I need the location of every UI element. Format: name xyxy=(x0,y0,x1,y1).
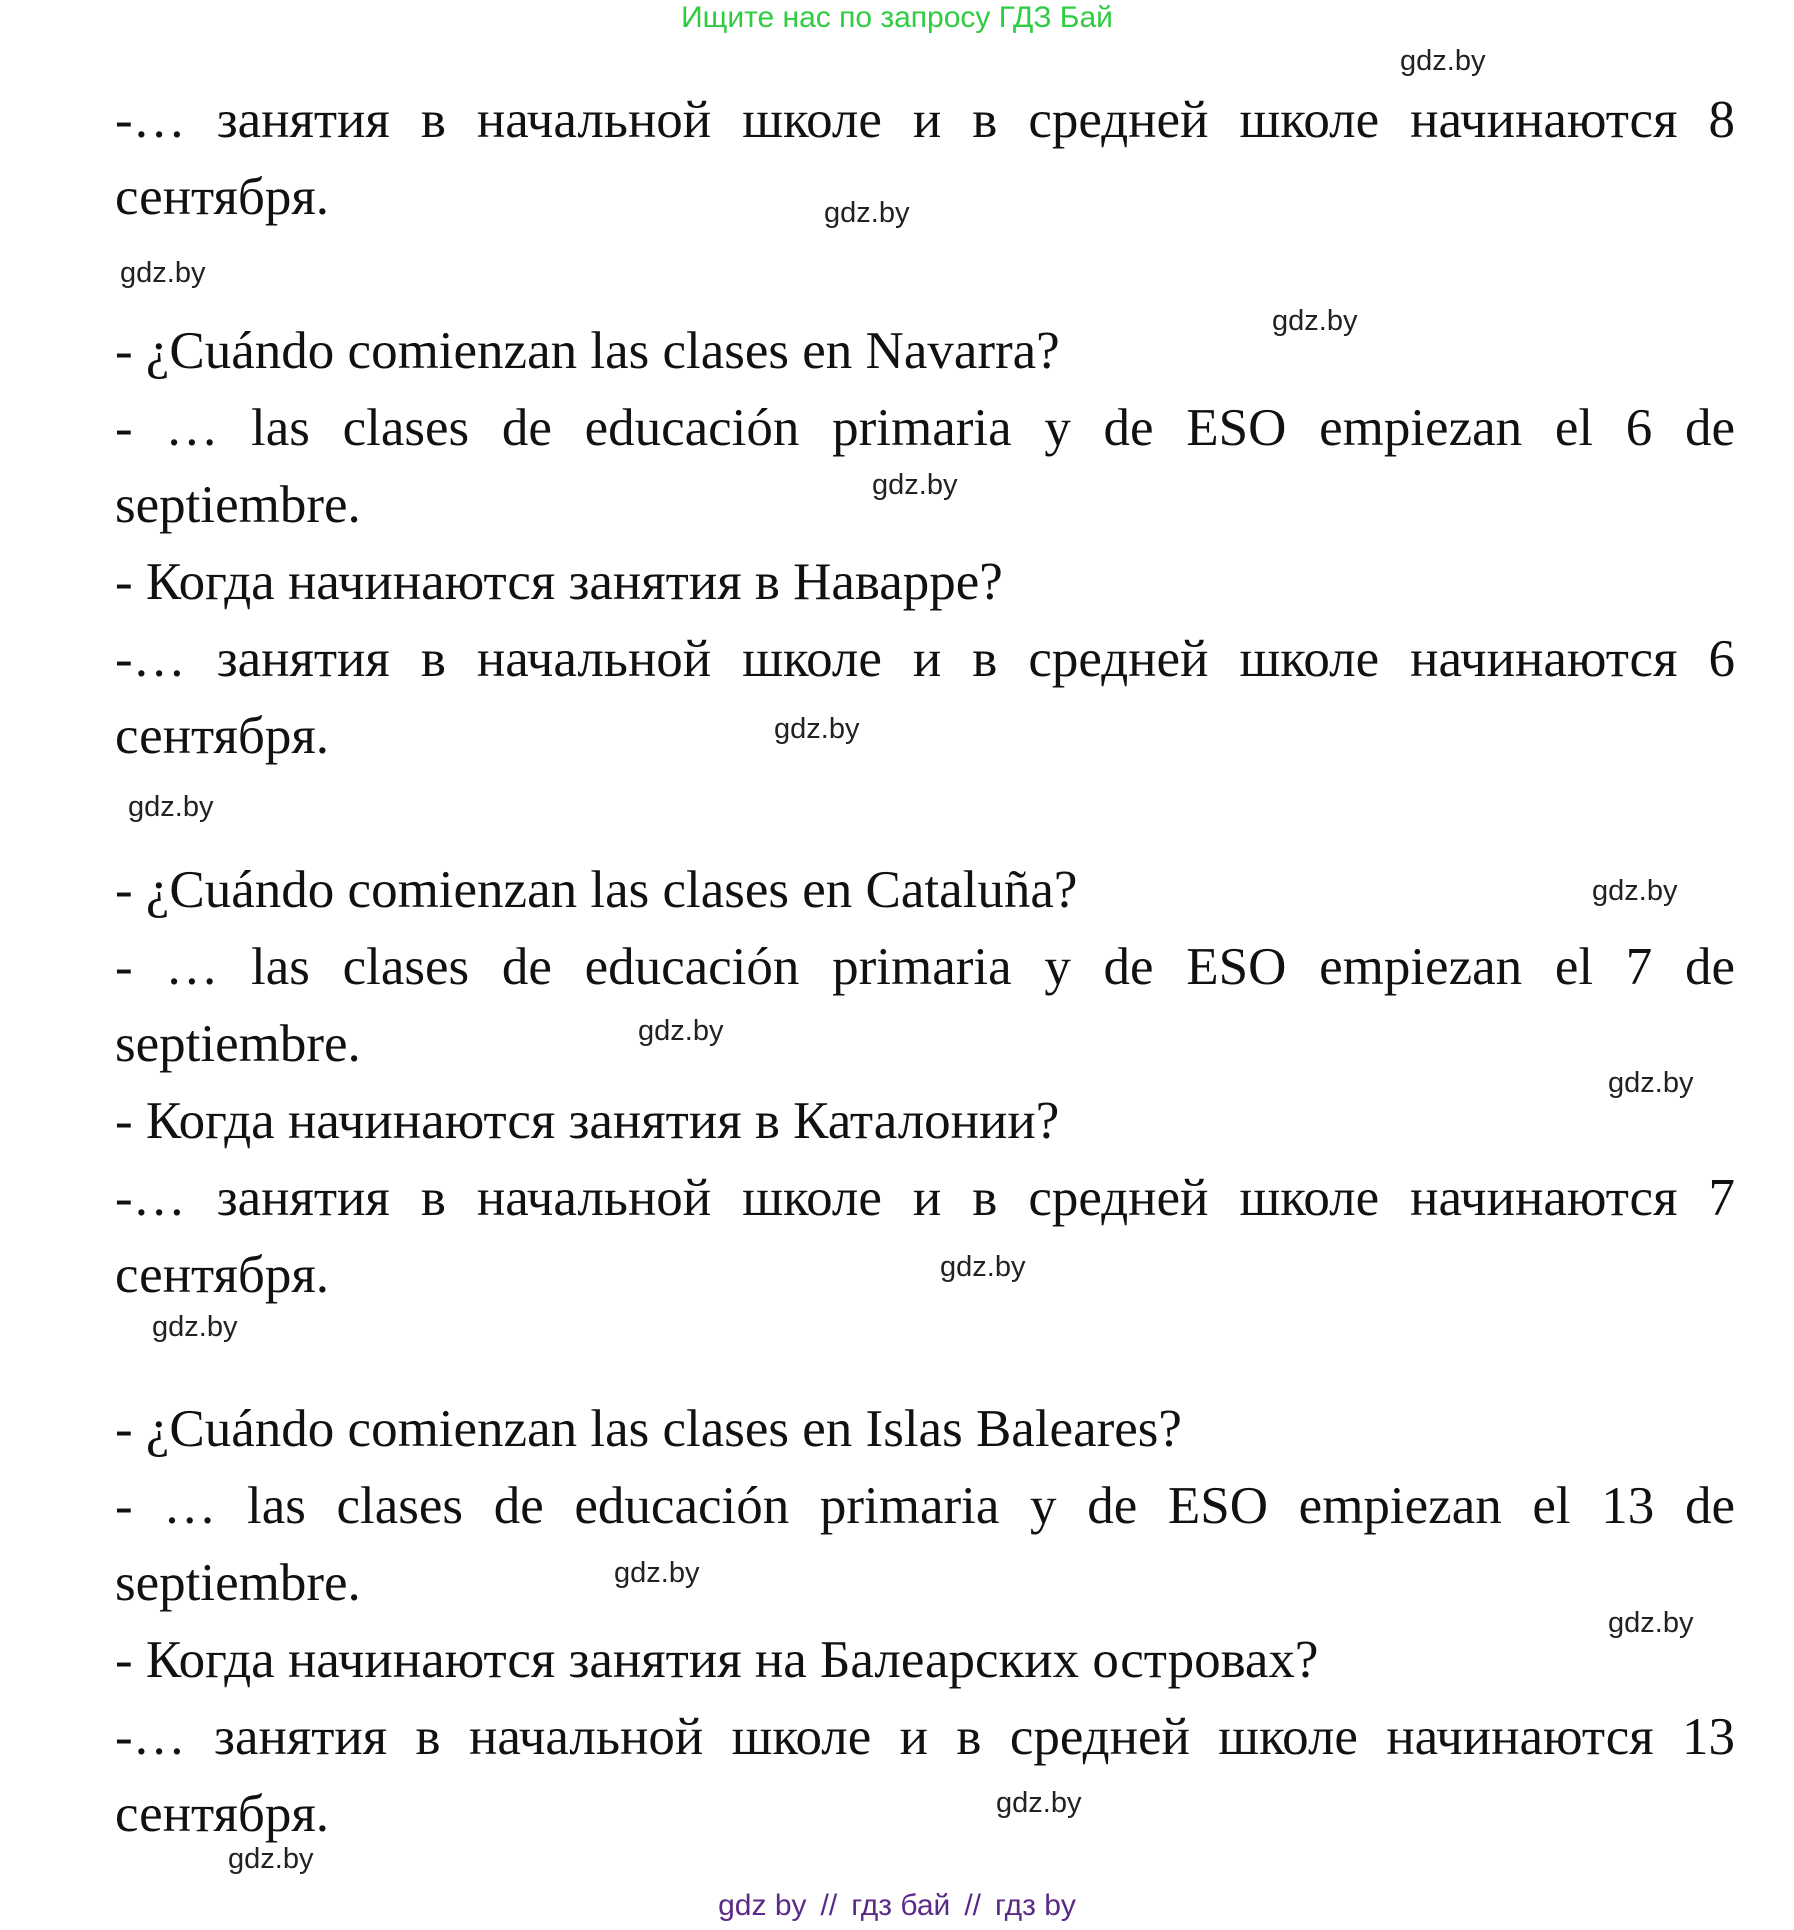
question-paragraph: - ¿Cuándo comienzan las clases en Islas Baleares? xyxy=(115,1400,1182,1458)
footer-link-gdz-bai[interactable]: гдз бай xyxy=(851,1889,951,1922)
answer-paragraph: -… занятия в начальной школе и в средней школе начинаются 6 сентября. xyxy=(115,630,1735,765)
watermark: gdz.by xyxy=(872,469,958,501)
answer-paragraph: -… занятия в начальной школе и в средней школе начинаются 7 сентября. xyxy=(115,1169,1735,1304)
question-paragraph: - Когда начинаются занятия в Наварре? xyxy=(115,553,1003,611)
paragraph-gap xyxy=(115,1314,1735,1391)
watermark: gdz.by xyxy=(614,1557,700,1589)
watermark: gdz.by xyxy=(1272,305,1358,337)
watermark: gdz.by xyxy=(638,1015,724,1047)
watermark: gdz.by xyxy=(1608,1067,1694,1099)
question-paragraph: - Когда начинаются занятия в Каталонии? xyxy=(115,1092,1060,1150)
footer-link-gdz-by[interactable]: gdz by xyxy=(718,1889,807,1922)
watermark: gdz.by xyxy=(128,791,214,823)
answer-paragraph: - … las clases de educación primaria y de ESO empiezan el 13 de septiembre. xyxy=(115,1477,1735,1612)
footer-separator: // xyxy=(964,1889,981,1922)
paragraph-gap xyxy=(115,236,1735,313)
answer-paragraph: -… занятия в начальной школе и в средней школе начинаются 13 сентября. xyxy=(115,1708,1735,1843)
question-paragraph: - Когда начинаются занятия на Балеарских островах? xyxy=(115,1631,1319,1689)
watermark: gdz.by xyxy=(940,1251,1026,1283)
watermark: gdz.by xyxy=(152,1311,238,1343)
answer-paragraph: - … las clases de educación primaria y de ESO empiezan el 6 de septiembre. xyxy=(115,399,1735,534)
watermark: gdz.by xyxy=(1400,45,1486,77)
paragraph-gap xyxy=(115,775,1735,852)
watermark: gdz.by xyxy=(774,713,860,745)
question-paragraph: - ¿Cuándo comienzan las clases en Cataluña? xyxy=(115,861,1078,919)
watermark: gdz.by xyxy=(996,1787,1082,1819)
watermark: gdz.by xyxy=(1592,875,1678,907)
document-body xyxy=(115,82,1735,1853)
top-banner: Ищите нас по запросу ГДЗ Бай xyxy=(681,1,1113,34)
footer-link-gdz-by-cyr[interactable]: гдз by xyxy=(995,1889,1076,1922)
footer-links xyxy=(0,1888,1794,1924)
watermark: gdz.by xyxy=(228,1843,314,1875)
watermark: gdz.by xyxy=(1608,1607,1694,1639)
footer-separator: // xyxy=(820,1889,838,1922)
question-paragraph: - ¿Cuándo comienzan las clases en Navarra? xyxy=(115,322,1060,380)
watermark: gdz.by xyxy=(120,257,206,289)
answer-paragraph: - … las clases de educación primaria y de ESO empiezan el 7 de septiembre. xyxy=(115,938,1735,1073)
answer-paragraph: -… занятия в начальной школе и в средней школе начинаются 8 сентября. xyxy=(115,91,1735,226)
watermark: gdz.by xyxy=(824,197,910,229)
